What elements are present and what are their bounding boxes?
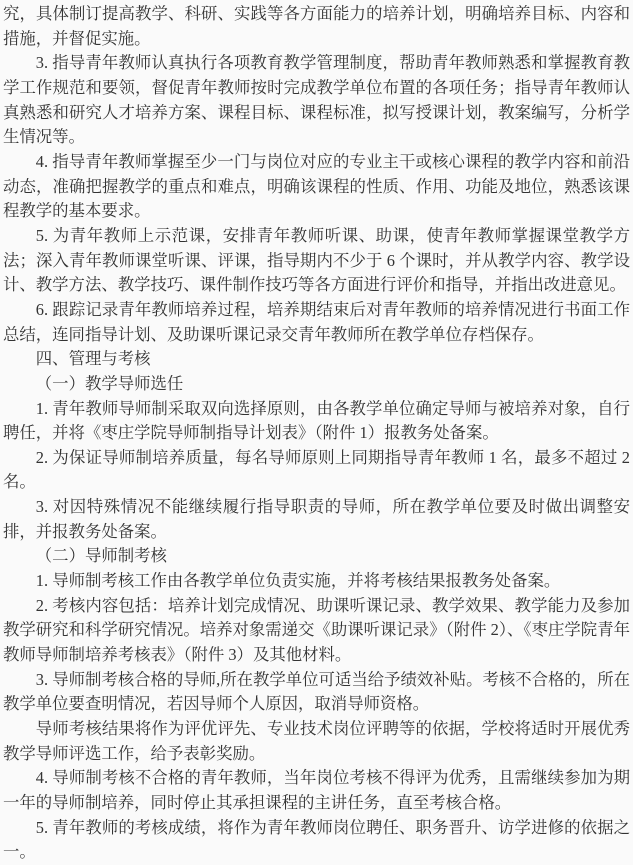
selection-item-1: 1. 青年教师导师制采取双向选择原则，由各教学单位确定导师与被培养对象，自行聘任，并将《枣庄学院导师制指导计划表》（附件 1）报教务处备案。 [3,398,630,443]
assessment-item-5: 5. 青年教师的考核成绩，将作为青年教师岗位聘任、职务晋升、访学进修的依据之一。 [3,817,630,862]
duty-item-5: 5. 为青年教师上示范课，安排青年教师听课、助课，使青年教师掌握课堂教学方法；深入青年教师课堂听课、评课，指导期内不少于 6 个课时，并从教学内容、教学设计、教学方法、教学技巧、课件制作技巧等各方面进行评价和指导，并指出改进意见。 [3,225,630,295]
selection-item-3: 3. 对因特殊情况不能继续履行指导职责的导师，所在教学单位要及时做出调整安排，并报教务处备案。 [3,497,630,541]
assessment-item-1: 1. 导师制考核工作由各教学单位负责实施，并将考核结果报教务处备案。 [35,571,561,591]
selection-item-2: 2. 为保证导师制培养质量，每名导师原则上同期指导青年教师 1 名，最多不超过 2 名。 [3,447,630,492]
section-heading-4: 四、管理与考核 [35,349,151,369]
assessment-result-paragraph: 导师考核结果将作为评优评先、专业技术岗位评聘等的依据，学校将适时开展优秀教学导师评选工作，给予表彰奖励。 [3,719,630,763]
duty-item-3: 3. 指导青年教师认真执行各项教育教学管理制度，帮助青年教师熟悉和掌握教育教学工作规范和要领，督促青年教师按时完成教学单位布置的各项任务；指导青年教师认真熟悉和研究人才培养方案、课程目标、课程标准，拟写授课计划，教案编写，分析学生情况等。 [3,53,630,147]
subsection-heading-2: （二）导师制考核 [35,546,167,566]
duty-item-6: 6. 跟踪记录青年教师培养过程，培养期结束后对青年教师的培养情况进行书面工作总结，连同指导计划、及助课听课记录交青年教师所在教学单位存档保存。 [3,299,630,344]
duty-item-4: 4. 指导青年教师掌握至少一门与岗位对应的专业主干或核心课程的教学内容和前沿动态，准确把握教学的重点和难点，明确该课程的性质、作用、功能及地位，熟悉该课程教学的基本要求。 [3,151,630,221]
assessment-item-2: 2. 考核内容包括：培养计划完成情况、助课听课记录、教学效果、教学能力及参加教学研究和科学研究情况。培养对象需递交《助课听课记录》（附件 2）、《枣庄学院青年教师导师制培养考核表》（附件 3）及其他材料。 [3,595,630,665]
continuation-paragraph: 究，具体制订提高教学、科研、实践等各方面能力的培养计划，明确培养目标、内容和措施，并督促实施。 [3,4,630,48]
assessment-item-3: 3. 导师制考核合格的导师,所在教学单位可适当给予绩效补贴。考核不合格的，所在教学单位要查明情况，若因导师个人原因，取消导师资格。 [3,669,630,714]
subsection-heading-1: （一）教学导师选任 [35,373,184,393]
assessment-item-4: 4. 导师制考核不合格的青年教师，当年岗位考核不得评为优秀，且需继续参加为期一年的导师制培养，同时停止其承担课程的主讲任务，直至考核合格。 [3,768,630,812]
